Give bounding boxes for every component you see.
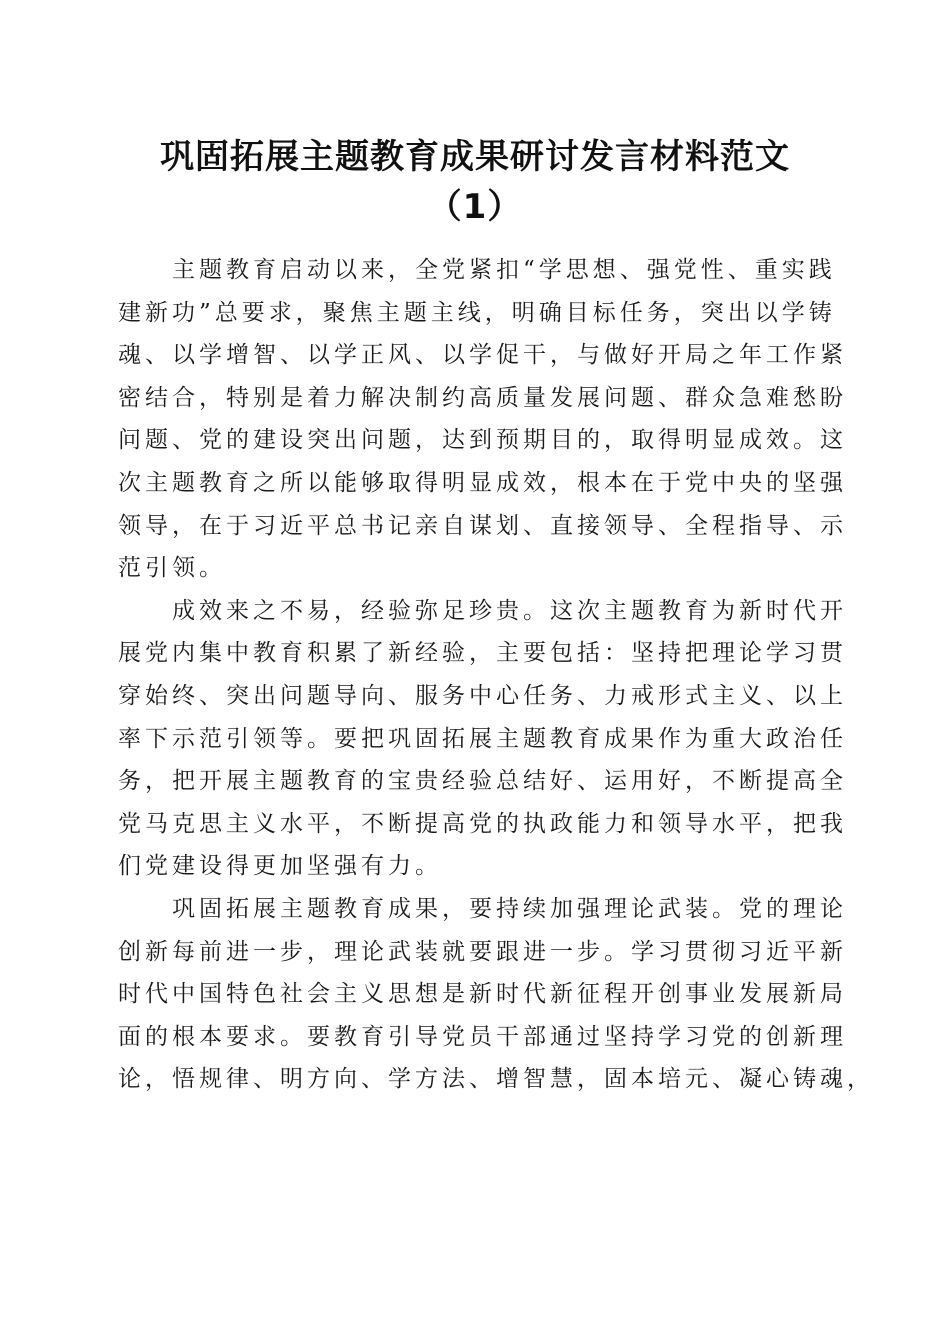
document-title — [110, 132, 840, 232]
title-line-main: 巩固拓展主题教育成果研讨发言材料范文 — [160, 137, 790, 177]
paragraph-3 — [118, 888, 874, 1101]
text-line: 党马克思主义水平，不断提高党的执政能力和领导水平，把我 — [118, 810, 847, 837]
title-line-number: （1） — [427, 187, 523, 227]
text-line: 们党建设得更加坚强有力。 — [118, 853, 442, 880]
text-line: 魂、以学增智、以学正风、以学促干，与做好开局之年工作紧 — [118, 342, 847, 369]
text-line: 时代中国特色社会主义思想是新时代新征程开创事业发展新局 — [118, 981, 847, 1008]
text-line: 穿始终、突出问题导向、服务中心任务、力戒形式主义、以上 — [118, 682, 847, 709]
text-line: 问题、党的建设突出问题，达到预期目的，取得明显成效。这 — [118, 427, 847, 454]
text-line: 范引领。 — [118, 555, 226, 582]
paragraph-2 — [118, 590, 847, 888]
text-line: 领导，在于习近平总书记亲自谋划、直接领导、全程指导、示 — [118, 512, 847, 539]
paragraph-1 — [118, 249, 847, 590]
text-line: 建新功”总要求，聚焦主题主线，明确目标任务，突出以学铸 — [118, 299, 836, 326]
text-line: 密结合，特别是着力解决制约高质量发展问题、群众急难愁盼 — [118, 384, 847, 411]
text-line: 论，悟规律、明方向、学方法、增智慧，固本培元、凝心铸魂， — [118, 1066, 874, 1093]
text-line: 巩固拓展主题教育成果，要持续加强理论武装。党的理论 — [172, 895, 847, 922]
text-line: 展党内集中教育积累了新经验，主要包括：坚持把理论学习贯 — [118, 640, 847, 667]
text-line: 主题教育启动以来，全党紧扣“学思想、强党性、重实践 — [172, 257, 836, 283]
document-body — [118, 249, 874, 1101]
text-line: 务，把开展主题教育的宝贵经验总结好、运用好，不断提高全 — [118, 768, 847, 795]
text-line: 次主题教育之所以能够取得明显成效，根本在于党中央的坚强 — [118, 469, 847, 496]
text-line: 创新每前进一步，理论武装就要跟进一步。学习贯彻习近平新 — [118, 938, 847, 965]
text-line: 率下示范引领等。要把巩固拓展主题教育成果作为重大政治任 — [118, 725, 847, 752]
text-line: 成效来之不易，经验弥足珍贵。这次主题教育为新时代开 — [172, 597, 847, 624]
text-line: 面的根本要求。要教育引导党员干部通过坚持学习党的创新理 — [118, 1023, 847, 1050]
